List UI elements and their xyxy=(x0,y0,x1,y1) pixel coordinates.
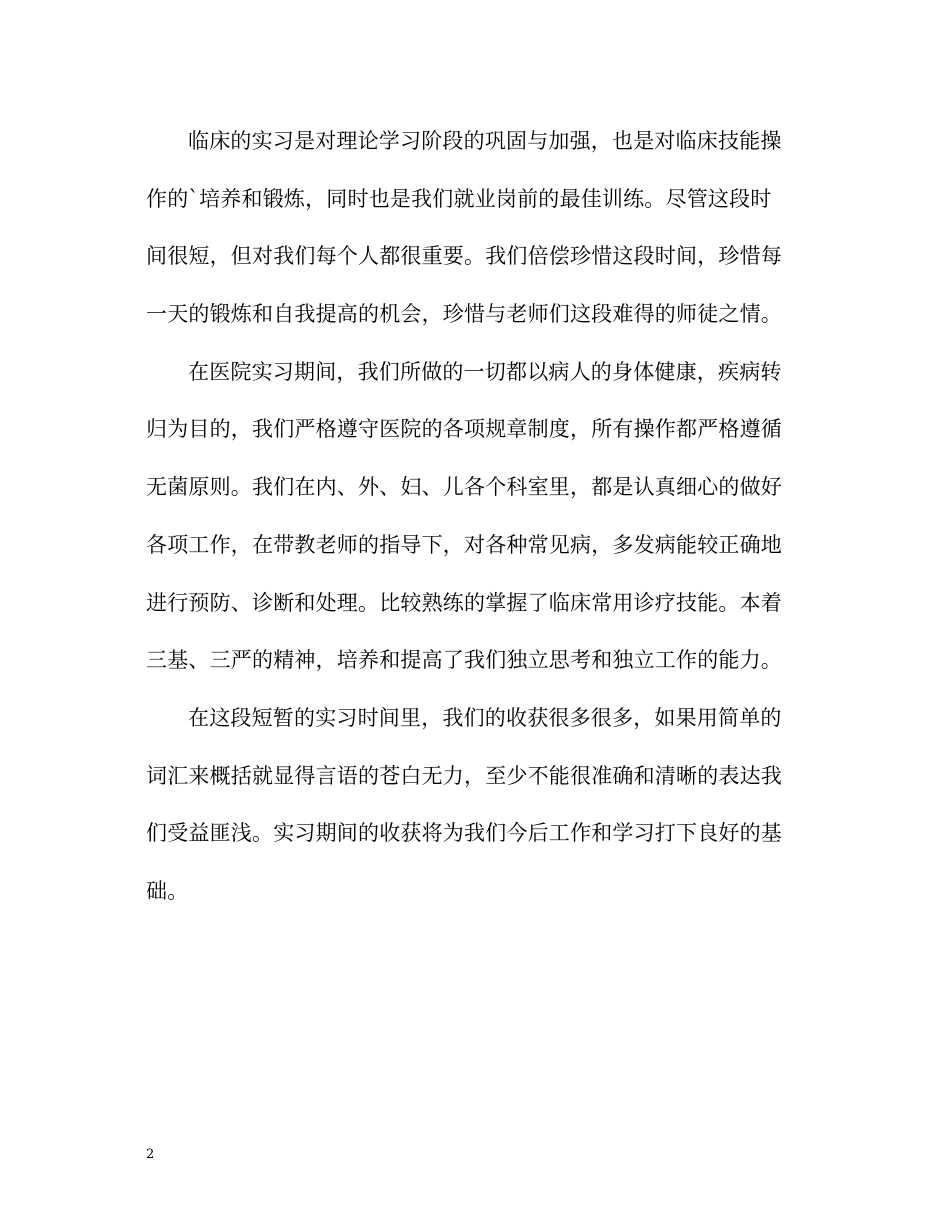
paragraph-line: 作的`培养和锻炼，同时也是我们就业岗前的最佳训练。尽管这段时 xyxy=(146,186,772,211)
paragraph-line: 三基、三严的精神，培养和提高了我们独立思考和独立工作的能力。 xyxy=(146,648,782,673)
paragraph-line: 归为目的，我们严格遵守医院的各项规章制度，所有操作都严格遵循 xyxy=(146,417,782,442)
paragraph-line: 临床的实习是对理论学习阶段的巩固与加强，也是对临床技能操 xyxy=(188,129,782,153)
paragraph-line: 础。 xyxy=(146,878,189,903)
paragraph-line: 进行预防、诊断和处理。比较熟练的掌握了临床常用诊疗技能。本着 xyxy=(146,590,782,615)
paragraph-line: 在医院实习期间，我们所做的一切都以病人的身体健康，疾病转 xyxy=(188,359,782,384)
paragraph-line: 在这段短暂的实习时间里，我们的收获很多很多，如果用简单的 xyxy=(188,705,782,730)
paragraph-2 xyxy=(146,352,806,698)
document-body xyxy=(146,121,806,929)
paragraph-line: 们受益匪浅。实习期间的收获将为我们今后工作和学习打下良好的基 xyxy=(146,821,782,846)
paragraph-line: 间很短，但对我们每个人都很重要。我们倍偿珍惜这段时间，珍惜每 xyxy=(146,244,782,269)
paragraph-3 xyxy=(146,698,806,929)
page-number: 2 xyxy=(146,1147,155,1162)
paragraph-1 xyxy=(146,121,806,352)
paragraph-line: 一天的锻炼和自我提高的机会，珍惜与老师们这段难得的师徒之情。 xyxy=(146,302,782,327)
paragraph-line: 各项工作，在带教老师的指导下，对各种常见病，多发病能较正确地 xyxy=(146,532,782,557)
paragraph-line: 无菌原则。我们在内、外、妇、儿各个科室里，都是认真细心的做好 xyxy=(146,475,782,500)
paragraph-line: 词汇来概括就显得言语的苍白无力，至少不能很准确和清晰的表达我 xyxy=(146,763,782,788)
